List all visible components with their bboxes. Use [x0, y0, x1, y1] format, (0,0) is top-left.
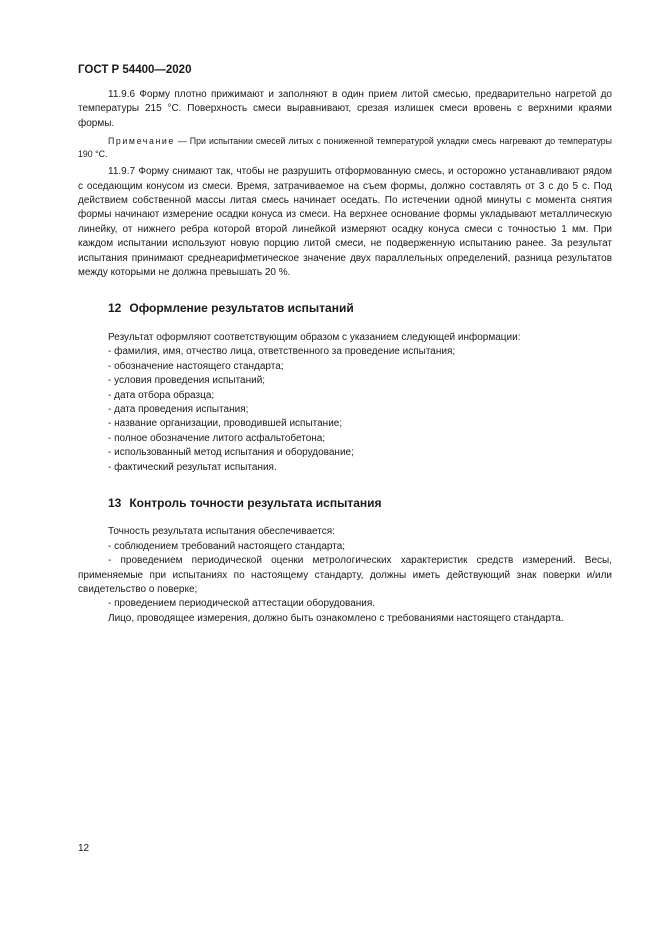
section-12-title: Оформление результатов испытаний	[129, 301, 354, 316]
page-content	[78, 88, 612, 626]
list-item: - условия проведения испытаний;	[108, 375, 266, 387]
paragraph-11-9-6: 11.9.6 Форму плотно прижимают и заполняют в один прием литой смесью, предварительно нагретой до температуры 215 °С. Поверхность смеси выравнивают, срезая излишек смеси вровень с верхними краями формы.	[78, 89, 612, 129]
list-item: - соблюдением требований настоящего стандарта;	[108, 540, 346, 552]
list-item: - дата проведения испытания;	[108, 403, 249, 415]
section-12-heading	[108, 301, 612, 315]
page-number: 12	[78, 843, 90, 854]
section-13-heading	[108, 496, 612, 510]
list-item: - проведением периодической оценки метрологических характеристик средств измерений. Весы, применяемые при испытаниях по настоящему стандарту, должны иметь действующий знак поверки и/или свидетельство о поверке;	[78, 555, 612, 595]
list-item: - название организации, проводившей испытание;	[108, 418, 343, 430]
note-text: — При испытании смесей литых с пониженной температурой укладки смесь нагревают до температуры 190 °С.	[78, 136, 612, 160]
section-12-number: 12	[108, 301, 122, 316]
paragraph-11-9-7: 11.9.7 Форму снимают так, чтобы не разрушить отформованную смесь, и осторожно устанавливают рядом с оседающим конусом из смеси. Время, затрачиваемое на съем формы, должно составлять от 3 с до 5 с. Под действием собственной массы литая смесь начинает оседать. По истечении одной минуты с момента снятия формы начинают измерение осадки конуса из смеси. На верхнее основание формы укладывают металлическую линейку, от нижнего ребра которой второй линейкой измеряют осадку конуса смеси с точностью 1 мм. При каждом испытании используют новую порцию литой смеси, не подверженную испытанию ранее. За результат испытания принимают среднеарифметическое значение двух параллельных определений, разница результатов между которыми не должна превышать 20 %.	[78, 166, 612, 279]
list-item: - обозначение настоящего стандарта;	[108, 360, 284, 372]
section-13-title: Контроль точности результата испытания	[129, 495, 382, 510]
list-item: - дата отбора образца;	[108, 389, 215, 401]
list-item: - фамилия, имя, отчество лица, ответственного за проведение испытания;	[108, 346, 456, 358]
note-label: Примечание	[108, 136, 175, 147]
section-13-intro: Точность результата испытания обеспечивается:	[108, 526, 335, 538]
list-item: - проведением периодической аттестации оборудования.	[108, 598, 376, 610]
document-header: ГОСТ Р 54400—2020	[78, 64, 192, 76]
section-12-intro: Результат оформляют соответствующим образом с указанием следующей информации:	[108, 331, 521, 343]
list-item: - использованный метод испытания и оборудование;	[108, 447, 354, 459]
list-item: - полное обозначение литого асфальтобетона;	[108, 432, 326, 444]
section-13-number: 13	[108, 495, 122, 510]
note	[78, 135, 612, 161]
section-13-final: Лицо, проводящее измерения, должно быть ознакомлено с требованиями настоящего стандарта.	[108, 612, 564, 624]
list-item: - фактический результат испытания.	[108, 461, 277, 473]
